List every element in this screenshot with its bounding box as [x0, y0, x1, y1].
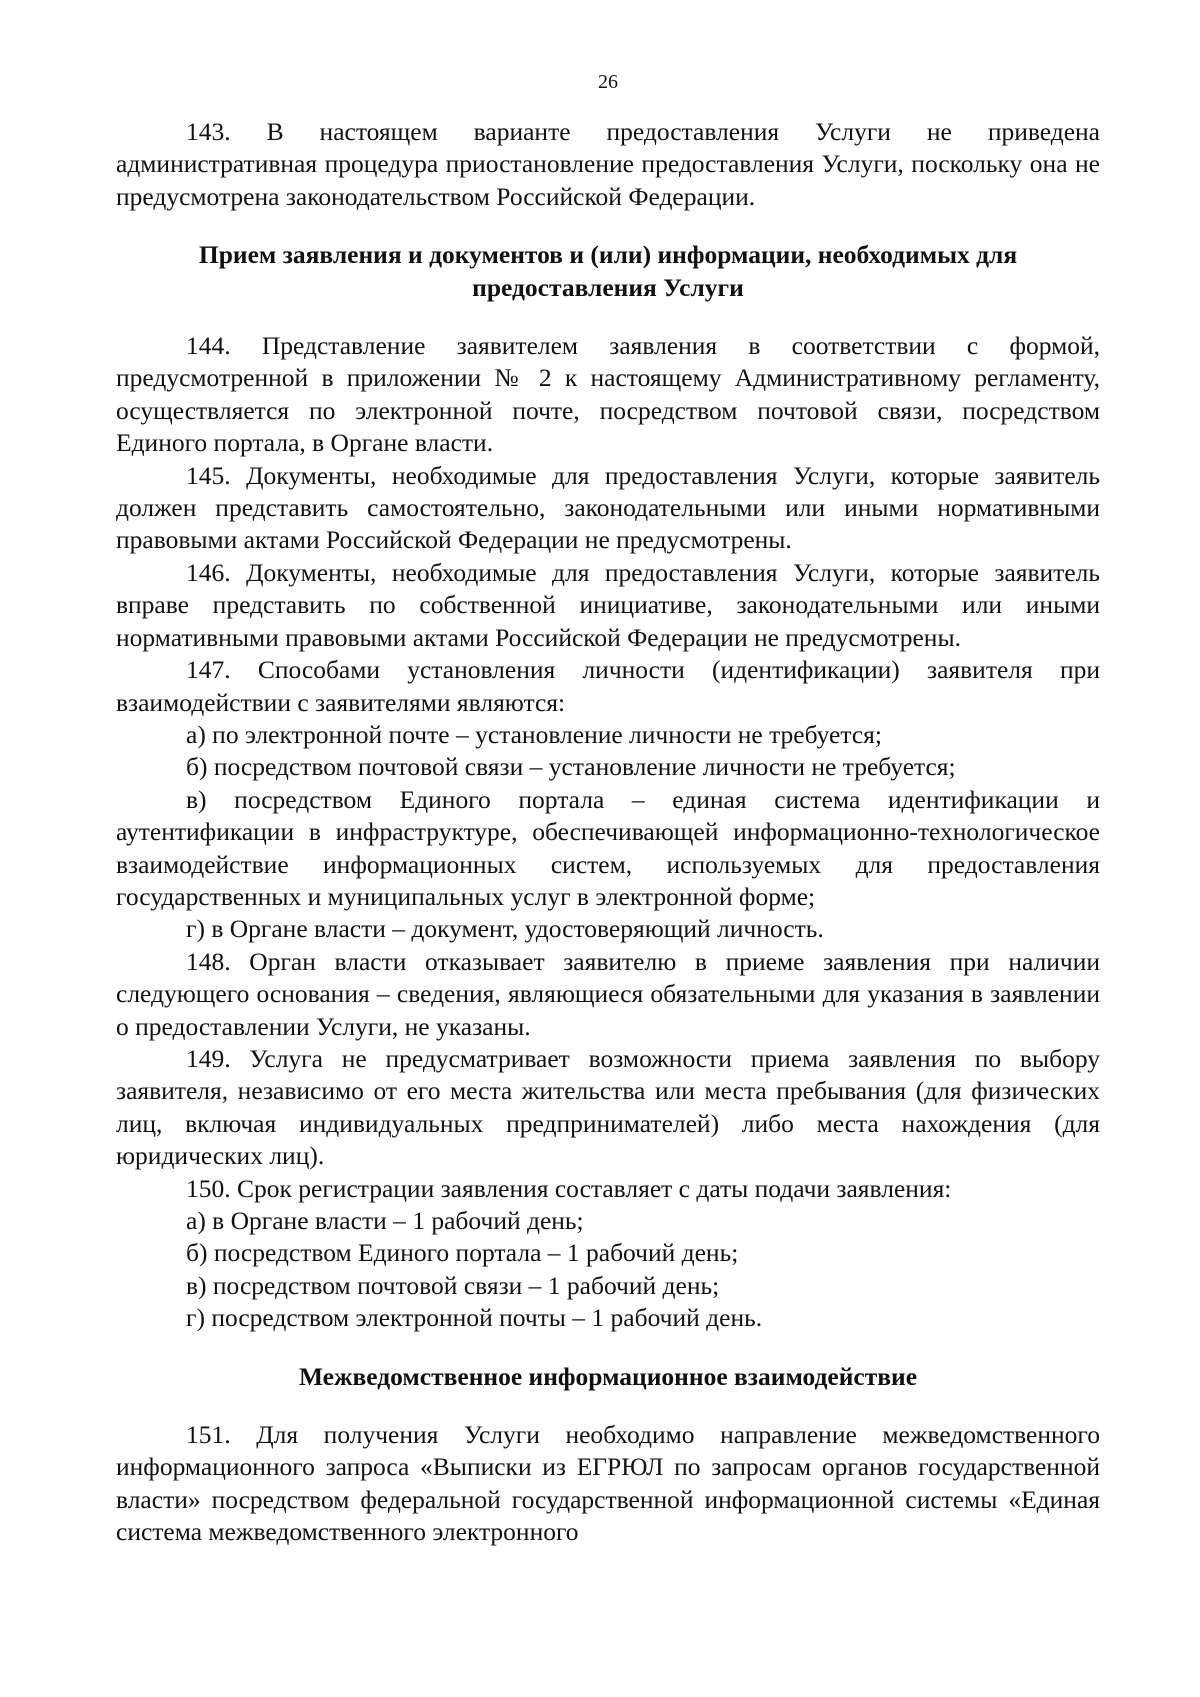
- page-number: 26: [598, 71, 618, 93]
- list-item-147-b: б) посредством почтовой связи – установление личности не требуется;: [186, 752, 956, 782]
- spacer: [116, 213, 1100, 239]
- list-item-150-g: г) посредством электронной почты – 1 рабочий день.: [186, 1303, 763, 1333]
- section-heading-interagency: Межведомственное информационное взаимодействие: [298, 1361, 918, 1391]
- paragraph-144: 144. Представление заявителем заявления в соответствии с формой, предусмотренной в приложении № 2 к настоящему Административному регламенту, осуществляется по электронной почте, посредством почтовой связи, посредством Единого портала, в Органе власти.: [116, 331, 1100, 458]
- paragraph-147: 147. Способами установления личности (идентификации) заявителя при взаимодействии с заявителями являются:: [116, 655, 1100, 717]
- paragraph-151: 151. Для получения Услуги необходимо направление межведомственного информационного запроса «Выписки из ЕГРЮЛ по запросам органов государственной власти» посредством федеральной государственной информационной системы «Единая система межведомственного электронного: [116, 1420, 1100, 1547]
- list-item-147-g: г) в Органе власти – документ, удостоверяющий личность.: [186, 914, 824, 944]
- spacer: [116, 1393, 1100, 1419]
- list-item-147-a: а) по электронной почте – установление личности не требуется;: [186, 719, 882, 749]
- spacer: [116, 304, 1100, 330]
- list-item-150-a: а) в Органе власти – 1 рабочий день;: [186, 1206, 584, 1235]
- list-item-150-b: б) посредством Единого портала – 1 рабочий день;: [186, 1238, 739, 1268]
- spacer: [116, 1335, 1100, 1361]
- paragraph-146: 146. Документы, необходимые для предоставления Услуги, которые заявитель вправе представить по собственной инициативе, законодательными или иными нормативными правовыми актами Российской Федерации не предусмотрены.: [116, 557, 1100, 652]
- paragraph-148: 148. Орган власти отказывает заявителю в приеме заявления при наличии следующего основания – сведения, являющиеся обязательными для указания в заявлении о предоставлении Услуги, не указаны.: [116, 946, 1100, 1041]
- paragraph-143: 143. В настоящем варианте предоставления Услуги не приведена административная процедура приостановление предоставления Услуги, поскольку она не предусмотрена законодательством Российской Федерации.: [116, 117, 1100, 211]
- paragraph-149: 149. Услуга не предусматривает возможности приема заявления по выбору заявителя, независимо от его места жительства или места пребывания (для физических лиц, включая индивидуальных предпринимателей) либо места нахождения (для юридических лиц).: [116, 1043, 1100, 1171]
- section-heading-reception: Прием заявления и документов и (или) информации, необходимых для предоставления Услуги: [198, 240, 1018, 302]
- paragraph-150: 150. Срок регистрации заявления составляет с даты подачи заявления:: [186, 1173, 952, 1203]
- list-item-147-v: в) посредством Единого портала – единая система идентификации и аутентификации в инфраструктуре, обеспечивающей информационно-технологическое взаимодействие информационных систем, используемых для предоставления государственных и муниципальных услуг в электронной форме;: [116, 784, 1100, 911]
- paragraph-145: 145. Документы, необходимые для предоставления Услуги, которые заявитель должен представить самостоятельно, законодательными или иными нормативными правовыми актами Российской Федерации не предусмотрены.: [116, 460, 1100, 555]
- list-item-150-v: в) посредством почтовой связи – 1 рабочий день;: [186, 1270, 720, 1300]
